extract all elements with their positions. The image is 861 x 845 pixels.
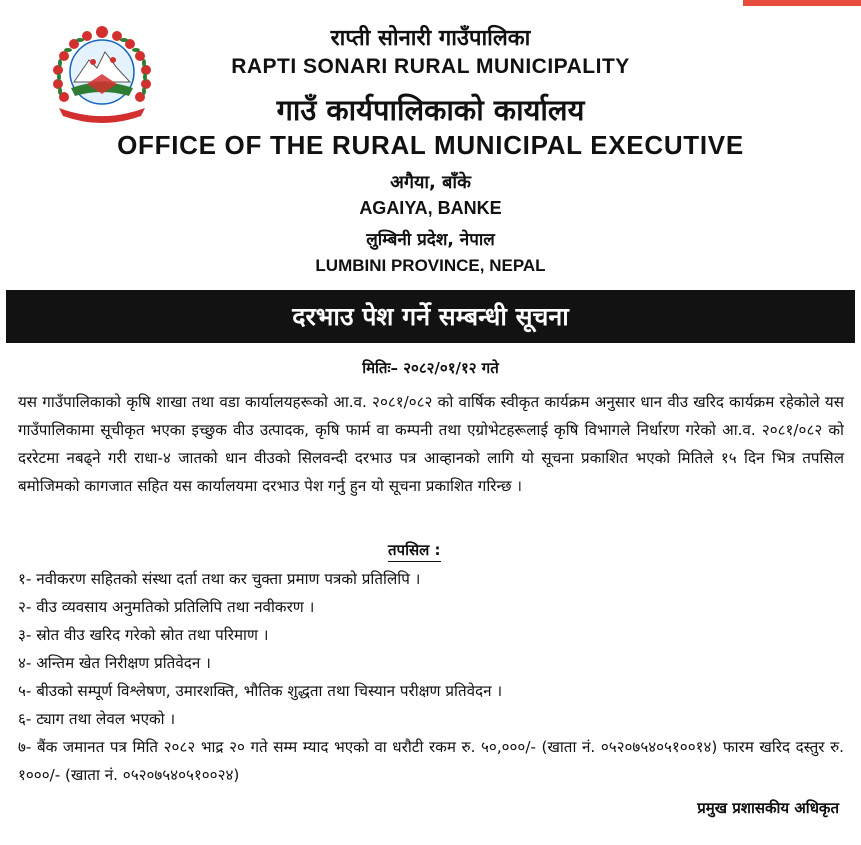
notice-body: यस गाउँपालिकाको कृषि शाखा तथा वडा कार्यालयहरूको आ.व. २०८१/०८२ को वार्षिक स्वीकृत कार्यक्रम अनुसार धान वीउ खरिद कार्यक्रम रहेकोले यस गाउँपालिकामा सूचीकृत भएका इच्छुक वीउ उत्पादक, कृषि फार्म वा कम्पनी तथा एग्रोभेटहरूलाई कृषि विभागले निर्धारण गरेको आ.व. २०८१/०८२ को दररेटमा नबढ्ने गरी राधा-४ जातको धान वीउको सिलवन्दी दरभाउ पत्र आव्हानको लागि यो सूचना प्रकाशित भएको मितिले १५ दिन भित्र तपसिल बमोजिमको कागजात सहित यस कार्यालयमा दरभाउ पेश गर्नु हुन यो सूचना प्रकाशित गरिन्छ । (18, 393, 844, 495)
list-item: ३- स्रोत वीउ खरिद गरेको स्रोत तथा परिमाण । (18, 626, 269, 644)
list-item: ५- बीउको सम्पूर्ण विश्लेषण, उमारशक्ति, भौतिक शुद्धता तथा चिस्यान परीक्षण प्रतिवेदन । (18, 682, 503, 700)
list-item: १- नवीकरण सहितको संस्था दर्ता तथा कर चुक्ता प्रमाण पत्रको प्रतिलिपि । (18, 570, 421, 588)
list-item: ६- ट्याग तथा लेवल भएको । (18, 710, 176, 728)
municipality-name-en: RAPTI SONARI RURAL MUNICIPALITY (231, 55, 630, 78)
municipality-name-np: राप्ती सोनारी गाउँपालिका (330, 26, 531, 51)
office-name-en: OFFICE OF THE RURAL MUNICIPAL EXECUTIVE (117, 130, 744, 160)
list-item: ७- बैंक जमानत पत्र मिति २०८२ भाद्र २० गते सम्म म्याद भएको वा धरौटी रकम रु. ५०,०००/- (खाता नं. ०५२०७५४०५१००१४) फारम खरिद दस्तुर रु. १०००/- (खाता नं. ०५२०७५४०५१००२४) (18, 738, 844, 784)
place-en: AGAIYA, BANKE (359, 198, 502, 218)
province-en: LUMBINI PROVINCE, NEPAL (315, 256, 546, 275)
requirements-list (18, 565, 844, 789)
letterhead (0, 0, 861, 286)
list-item: २- वीउ व्यवसाय अनुमतिको प्रतिलिपि तथा नवीकरण । (18, 598, 315, 616)
list-item: ४- अन्तिम खेत निरीक्षण प्रतिवेदन । (18, 654, 211, 672)
list-heading: तपसिल : (388, 540, 441, 562)
notice-date: मितिः– २०८२/०१/१२ गते (362, 359, 499, 377)
place-np: अगैया, बाँके (390, 172, 471, 193)
signature-designation: प्रमुख प्रशासकीय अधिकृत (697, 799, 839, 817)
office-name-np: गाउँ कार्यपालिकाको कार्यालय (276, 93, 585, 127)
province-np: लुम्बिनी प्रदेश, नेपाल (366, 230, 495, 250)
notice-title-banner: दरभाउ पेश गर्ने सम्बन्धी सूचना (6, 290, 855, 343)
